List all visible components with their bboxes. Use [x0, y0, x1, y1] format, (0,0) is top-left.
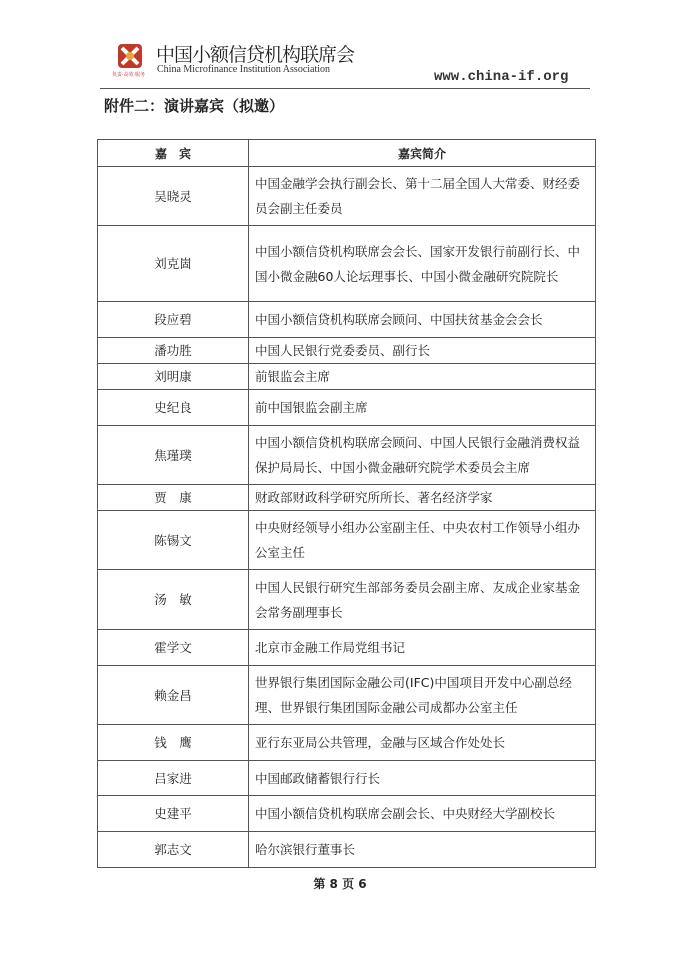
org-name-en: China Microfinance Institution Association	[157, 64, 331, 75]
table-row	[98, 570, 596, 630]
guest-name: 汤 敏	[98, 570, 249, 630]
table-row	[98, 832, 596, 868]
guest-name: 吕家进	[98, 761, 249, 796]
guest-intro: 财政部财政科学研究所所长、著名经济学家	[249, 485, 596, 511]
table-row	[98, 511, 596, 570]
table-row	[98, 485, 596, 511]
speakers-table	[97, 139, 596, 868]
table-row	[98, 302, 596, 338]
guest-intro: 中国小额信贷机构联席会副会长、中央财经大学副校长	[249, 796, 596, 832]
table-row	[98, 226, 596, 302]
header-divider	[100, 88, 590, 89]
attachment-title: 附件二：演讲嘉宾（拟邀）	[104, 97, 285, 115]
guest-intro: 前银监会主席	[249, 364, 596, 390]
page-footer: 第 8 页 6	[313, 877, 367, 891]
guest-intro: 世界银行集团国际金融公司(IFC)中国项目开发中心副总经理、世界银行集团国际金融公司成都办公室主任	[249, 666, 596, 725]
table-row	[98, 630, 596, 666]
table-row	[98, 390, 596, 426]
guest-intro: 北京市金融工作局党组书记	[249, 630, 596, 666]
table-row	[98, 761, 596, 796]
table-row	[98, 364, 596, 390]
guest-intro: 亚行东亚局公共管理，金融与区域合作处处长	[249, 725, 596, 761]
guest-name: 史纪良	[98, 390, 249, 426]
guest-name: 潘功胜	[98, 338, 249, 364]
guest-name: 吴晓灵	[98, 167, 249, 226]
org-name-cn: 中国小额信贷机构联席会	[156, 44, 355, 66]
guest-intro: 中央财经领导小组办公室副主任、中央农村工作领导小组办公室主任	[249, 511, 596, 570]
logo-slogan: 负责·高效·服务	[112, 72, 146, 78]
guest-intro: 中国人民银行党委委员、副行长	[249, 338, 596, 364]
table-row	[98, 426, 596, 485]
guest-intro: 中国金融学会执行副会长、第十二届全国人大常委、财经委员会副主任委员	[249, 167, 596, 226]
guest-intro: 中国邮政储蓄银行行长	[249, 761, 596, 796]
guest-name: 史建平	[98, 796, 249, 832]
guest-name: 钱 鹰	[98, 725, 249, 761]
guest-name: 刘克崮	[98, 226, 249, 302]
guest-intro: 中国小额信贷机构联席会顾问、中国人民银行金融消费权益保护局局长、中国小微金融研究院学术委员会主席	[249, 426, 596, 485]
table-row	[98, 725, 596, 761]
guest-name: 刘明康	[98, 364, 249, 390]
guest-intro: 前中国银监会副主席	[249, 390, 596, 426]
column-header-guest: 嘉 宾	[98, 140, 249, 167]
table-row	[98, 666, 596, 725]
guest-name: 霍学文	[98, 630, 249, 666]
guest-name: 段应碧	[98, 302, 249, 338]
guest-name: 焦瑾璞	[98, 426, 249, 485]
table-row	[98, 796, 596, 832]
guest-name: 陈锡文	[98, 511, 249, 570]
guest-intro: 中国人民银行研究生部部务委员会副主席、友成企业家基金会常务副理事长	[249, 570, 596, 630]
website-url: www.china-if.org	[434, 69, 569, 85]
guest-intro: 中国小额信贷机构联席会顾问、中国扶贫基金会会长	[249, 302, 596, 338]
guest-name: 赖金昌	[98, 666, 249, 725]
table-row	[98, 167, 596, 226]
guest-name: 贾 康	[98, 485, 249, 511]
guest-name: 郭志文	[98, 832, 249, 868]
table-row	[98, 338, 596, 364]
association-logo-icon	[116, 42, 144, 70]
guest-intro: 中国小额信贷机构联席会会长、国家开发银行前副行长、中国小微金融60人论坛理事长、中国小微金融研究院院长	[249, 226, 596, 302]
guest-intro: 哈尔滨银行董事长	[249, 832, 596, 868]
column-header-intro: 嘉宾简介	[249, 140, 596, 167]
